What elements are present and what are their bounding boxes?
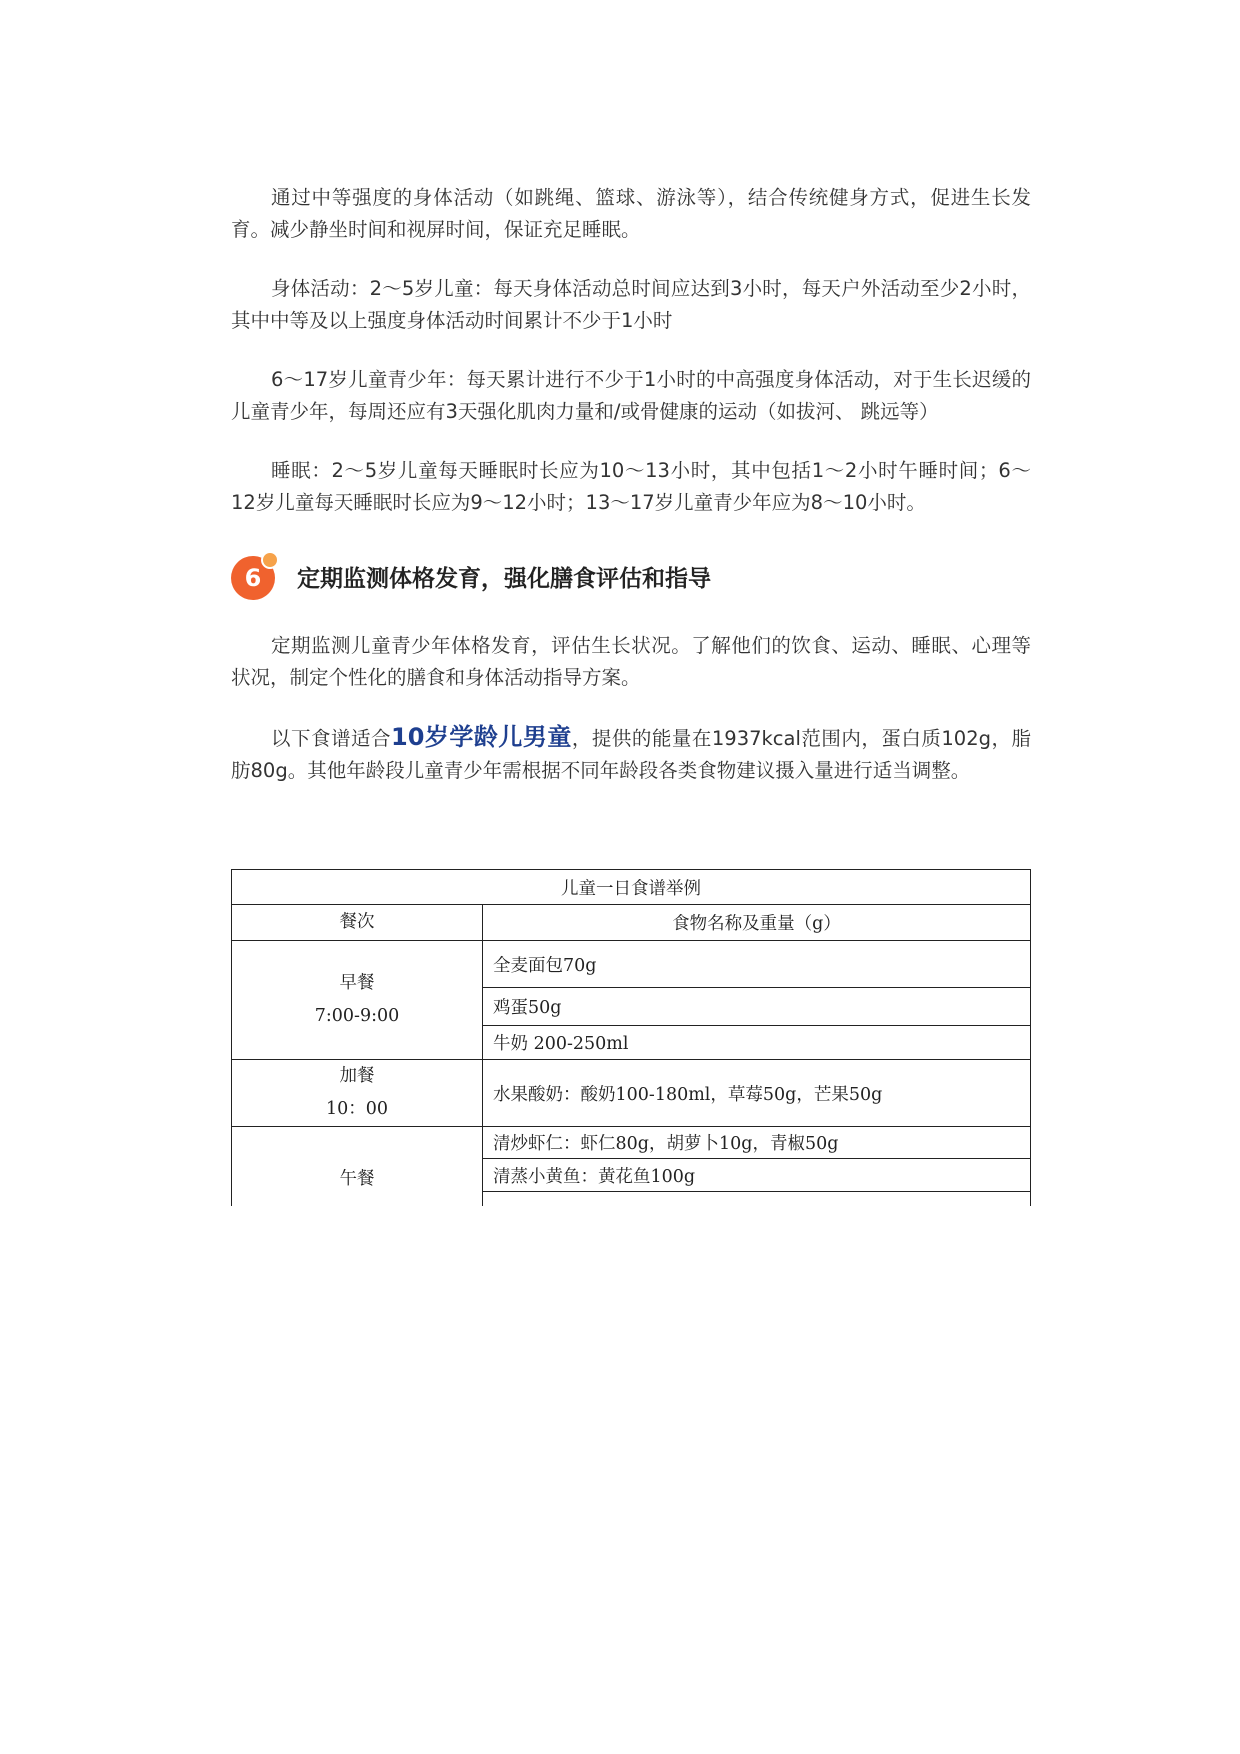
food-item: 清蒸小黄鱼：黄花鱼100g xyxy=(483,1159,1031,1192)
menu-table-container xyxy=(231,869,1031,1206)
paragraph-monitoring: 定期监测儿童青少年体格发育，评估生长状况。了解他们的饮食、运动、睡眠、心理等状况，制定个性化的膳食和身体活动指导方案。 xyxy=(231,634,1031,689)
paragraph-activity-6-17: 6～17岁儿童青少年：每天累计进行不少于1小时的中高强度身体活动，对于生长迟缓的儿童青少年，每周还应有3天强化肌肉力量和/或骨健康的运动（如拔河、 跳远等） xyxy=(231,368,1031,423)
food-item: 清炒虾仁：虾仁80g，胡萝卜10g，青椒50g xyxy=(483,1127,1031,1159)
food-item: 牛奶 200-250ml xyxy=(483,1026,1031,1060)
recipe-intro-start: 以下食谱适合 xyxy=(271,727,391,750)
paragraph-recipe-intro xyxy=(231,721,1031,787)
section-6-title: 定期监测体格发育，强化膳食评估和指导 xyxy=(297,565,711,592)
meal-breakfast xyxy=(232,941,483,1060)
section-6-heading xyxy=(231,546,1031,606)
meal-lunch xyxy=(232,1127,483,1207)
daily-menu-table xyxy=(231,869,1031,1206)
meal-name: 午餐 xyxy=(339,1169,375,1189)
food-item: 水果酸奶：酸奶100-180ml，草莓50g，芒果50g xyxy=(483,1060,1031,1127)
meal-time: 10：00 xyxy=(325,1099,389,1119)
meal-name: 加餐 xyxy=(339,1066,375,1086)
number-badge-icon xyxy=(231,551,281,601)
badge-number: 6 xyxy=(231,556,275,600)
meal-time: 7:00-9:00 xyxy=(314,1006,400,1026)
paragraph-activity-intro: 通过中等强度的身体活动（如跳绳、篮球、游泳等），结合传统健身方式，促进生长发育。减少静坐时间和视屏时间，保证充足睡眠。 xyxy=(231,186,1031,241)
recipe-target-highlight: 10岁学龄儿男童 xyxy=(391,723,572,751)
paragraph-activity-2-5: 身体活动：2～5岁儿童：每天身体活动总时间应达到3小时，每天户外活动至少2小时，其中中等及以上强度身体活动时间累计不少于1小时 xyxy=(231,277,1031,332)
article-body xyxy=(231,182,1031,814)
food-item: 鸡蛋50g xyxy=(483,988,1031,1026)
recipe-intro-rest: ，提供的能量在1937kcal范围内，蛋白质102g，脂肪80g。其他年龄段儿童青少年需根据不同年龄段各类食物建议摄入量进行适当调整。 xyxy=(231,727,1031,782)
badge-dot xyxy=(261,551,279,569)
header-meal: 餐次 xyxy=(232,905,483,941)
food-item-empty xyxy=(483,1192,1031,1207)
table-caption: 儿童一日食谱举例 xyxy=(232,870,1031,905)
meal-snack xyxy=(232,1060,483,1127)
food-item: 全麦面包70g xyxy=(483,941,1031,988)
header-food: 食物名称及重量（g） xyxy=(483,905,1031,941)
meal-name: 早餐 xyxy=(339,973,375,993)
paragraph-sleep: 睡眠：2～5岁儿童每天睡眠时长应为10～13小时，其中包括1～2小时午睡时间；6～12岁儿童每天睡眠时长应为9～12小时；13～17岁儿童青少年应为8～10小时。 xyxy=(231,459,1031,514)
